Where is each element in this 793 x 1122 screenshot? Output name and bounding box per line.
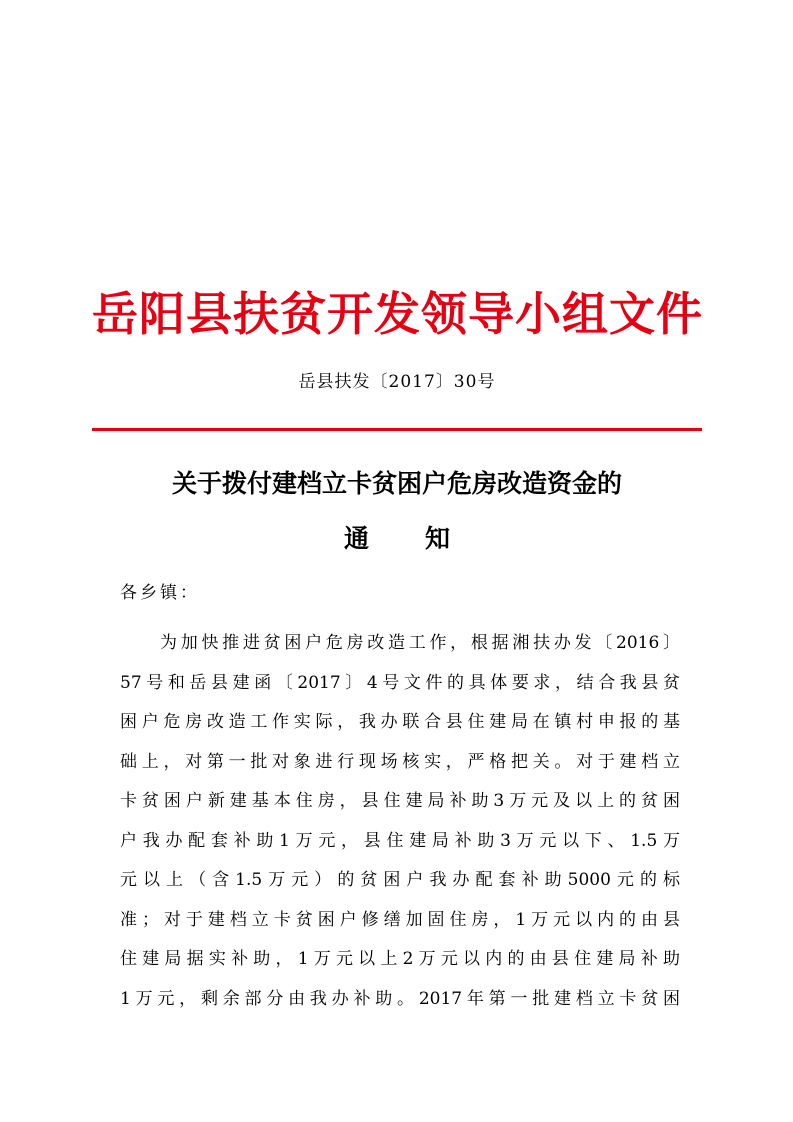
body-line: 卡贫困户新建基本住房，县住建局补助3万元及以上的贫困 <box>120 791 680 811</box>
body-line: 1万元，剩余部分由我办补助。2017年第一批建档立卡贫困 <box>120 988 680 1009</box>
issuing-authority-header: 岳阳县扶贫开发领导小组文件 <box>92 287 703 341</box>
body-line: 元以上（含1.5万元）的贫困户我办配套补助5000元的标 <box>120 870 680 890</box>
notice-title-line-1: 关于拨付建档立卡贫困户危房改造资金的 <box>171 469 622 498</box>
body-line: 困户危房改造工作实际，我办联合县住建局在镇村申报的基 <box>120 712 680 732</box>
salutation: 各乡镇： <box>120 583 200 603</box>
body-paragraph <box>120 624 680 1019</box>
body-line: 住建局据实补助，1万元以上2万元以内的由县住建局补助 <box>120 949 680 969</box>
body-line: 础上，对第一批对象进行现场核实，严格把关。对于建档立 <box>120 751 680 772</box>
body-line: 57号和岳县建函〔2017〕4号文件的具体要求，结合我县贫 <box>120 672 680 693</box>
notice-title-line-2: 通知 <box>343 524 506 553</box>
document-number: 岳县扶发〔2017〕30号 <box>298 372 496 392</box>
red-separator-line <box>92 428 702 431</box>
body-line: 为加快推进贫困户危房改造工作，根据湘扶办发〔2016〕 <box>160 633 680 653</box>
body-line: 准；对于建档立卡贫困户修缮加固住房，1万元以内的由县 <box>120 909 680 930</box>
body-line: 户我办配套补助1万元，县住建局补助3万元以下、1.5万 <box>120 830 680 851</box>
